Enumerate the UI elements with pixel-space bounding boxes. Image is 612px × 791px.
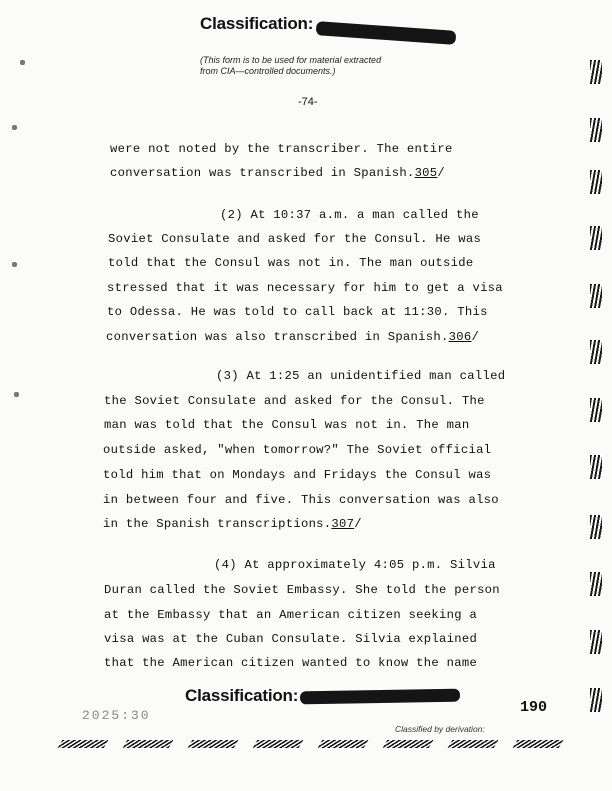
footer-classification-label: Classification: bbox=[185, 686, 299, 705]
bottom-hatch-6 bbox=[383, 740, 434, 748]
body-line-16: (4) At approximately 4:05 p.m. Silvia bbox=[214, 558, 496, 572]
body-line-12: outside asked, "when tomorrow?" The Soviet official bbox=[103, 443, 492, 457]
bottom-hatch-7 bbox=[448, 740, 499, 748]
body-line-2 bbox=[110, 166, 445, 180]
right-edge-mark-2 bbox=[590, 118, 602, 142]
footer-faint-stamp: 2025:30 bbox=[82, 708, 151, 723]
header-form-note bbox=[200, 55, 381, 77]
header-note-line-2: from CIA—controlled documents.) bbox=[200, 66, 336, 76]
body-line-3: (2) At 10:37 a.m. a man called the bbox=[220, 208, 479, 222]
body-line-19: visa was at the Cuban Consulate. Silvia explained bbox=[104, 632, 478, 646]
body-line-5: told that the Consul was not in. The man outside bbox=[108, 256, 474, 270]
body-line-17: Duran called the Soviet Embassy. She told the person bbox=[104, 583, 500, 597]
body-line-4: Soviet Consulate and asked for the Consul. He was bbox=[108, 232, 482, 246]
classified-by-derivation: Classified by derivation: bbox=[395, 724, 485, 734]
body-line-13: told him that on Mondays and Fridays the Consul was bbox=[103, 468, 492, 482]
body-line-8-text: conversation was also transcribed in Spanish. bbox=[106, 330, 449, 344]
right-edge-mark-5 bbox=[590, 284, 602, 308]
footnote-305: 305 bbox=[414, 166, 438, 180]
right-edge-mark-7 bbox=[590, 398, 602, 422]
bottom-hatch-3 bbox=[188, 740, 239, 748]
bottom-hatch-1 bbox=[58, 740, 109, 748]
footer-redaction-bar bbox=[300, 689, 460, 705]
header-note-line-1: (This form is to be used for material extracted bbox=[200, 55, 382, 65]
header-redaction-bar bbox=[316, 21, 457, 45]
right-edge-mark-10 bbox=[590, 572, 602, 596]
left-margin-speck-3 bbox=[12, 262, 17, 267]
body-line-18: at the Embassy that an American citizen seeking a bbox=[104, 608, 478, 622]
right-edge-mark-9 bbox=[590, 515, 602, 539]
body-line-14: in between four and five. This conversation was also bbox=[103, 493, 499, 507]
right-edge-mark-6 bbox=[590, 340, 602, 364]
right-edge-mark-3 bbox=[590, 170, 602, 194]
body-line-11: man was told that the Consul was not in. The man bbox=[104, 418, 470, 432]
bottom-hatch-2 bbox=[123, 740, 174, 748]
body-line-10: the Soviet Consulate and asked for the Consul. The bbox=[104, 394, 485, 408]
bottom-hatch-8 bbox=[513, 740, 564, 748]
right-edge-mark-1 bbox=[590, 60, 602, 84]
body-line-15 bbox=[103, 517, 362, 531]
left-margin-speck-1 bbox=[20, 60, 25, 65]
body-line-1: were not noted by the transcriber. The entire bbox=[110, 142, 453, 156]
footnote-slash-1: / bbox=[437, 166, 446, 180]
left-margin-speck-2 bbox=[12, 125, 17, 130]
footnote-slash-3: / bbox=[354, 517, 362, 531]
bottom-hatch-5 bbox=[318, 740, 369, 748]
body-line-8 bbox=[106, 330, 479, 344]
footnote-306: 306 bbox=[448, 330, 472, 344]
footnote-slash-2: / bbox=[471, 330, 480, 344]
body-line-20: that the American citizen wanted to know the name bbox=[104, 656, 478, 670]
right-edge-mark-11 bbox=[590, 630, 602, 654]
bottom-hatch-4 bbox=[253, 740, 304, 748]
body-line-7: to Odessa. He was told to call back at 11:30. This bbox=[107, 305, 488, 319]
footnote-307: 307 bbox=[331, 517, 355, 531]
right-edge-mark-4 bbox=[590, 226, 602, 250]
right-edge-mark-12 bbox=[590, 688, 602, 712]
body-line-6: stressed that it was necessary for him to get a visa bbox=[107, 281, 503, 295]
header-classification-label: Classification: bbox=[200, 14, 314, 33]
body-line-9: (3) At 1:25 an unidentified man called bbox=[216, 369, 506, 383]
body-line-15-text: in the Spanish transcriptions. bbox=[103, 517, 332, 531]
document-number: 190 bbox=[520, 699, 548, 716]
right-edge-mark-8 bbox=[590, 455, 602, 479]
body-line-2-text: conversation was transcribed in Spanish. bbox=[110, 166, 415, 180]
left-margin-speck-4 bbox=[14, 392, 19, 397]
page-number: -74- bbox=[298, 96, 318, 108]
